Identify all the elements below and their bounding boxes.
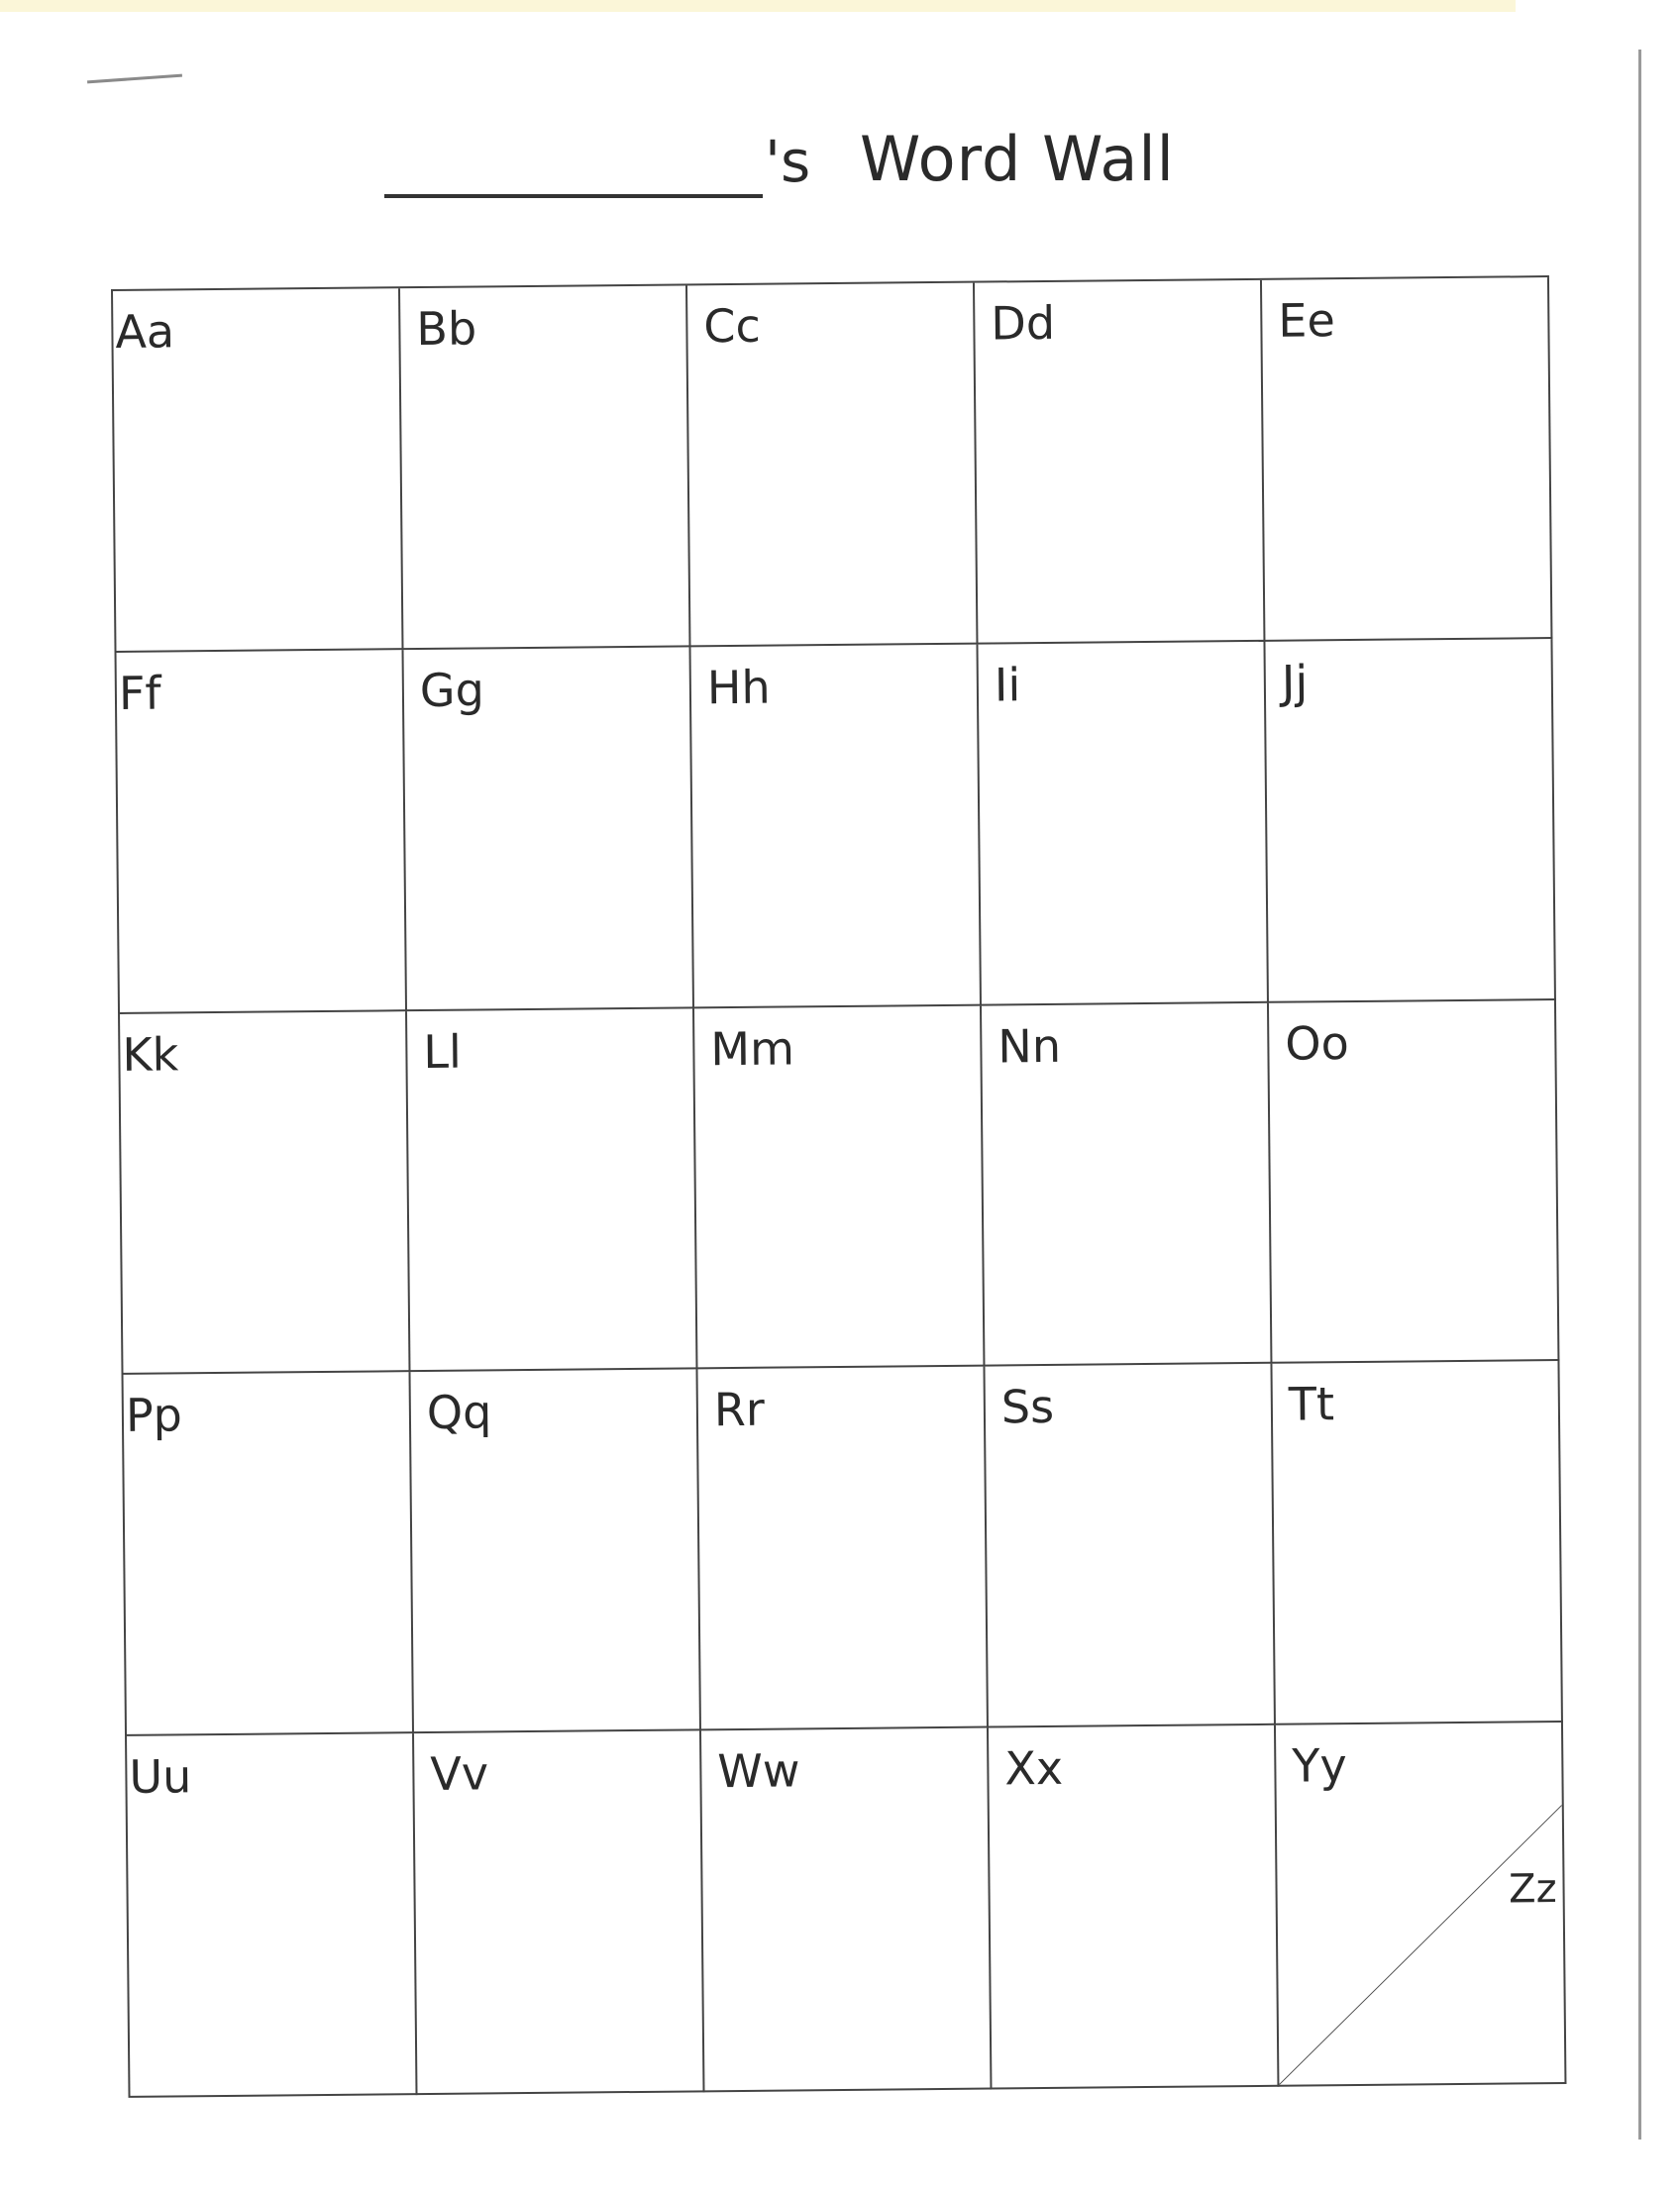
letter-cell-w (701, 1728, 992, 2093)
page-title: Word Wall (860, 123, 1175, 195)
letter-label: Ss (1000, 1380, 1055, 1434)
letter-label: Qq (426, 1385, 492, 1440)
letter-label: Ww (717, 1743, 800, 1799)
possessive-suffix: 's (765, 128, 811, 195)
letter-cell-r (697, 1367, 988, 1731)
letter-label: Uu (129, 1749, 192, 1805)
letter-cell-v (414, 1731, 704, 2096)
name-blank-line (384, 194, 763, 198)
letter-label: Aa (115, 304, 175, 359)
letter-label: Xx (1004, 1741, 1064, 1796)
stray-pencil-mark (87, 74, 182, 84)
letter-label: Bb (416, 301, 477, 357)
word-wall-grid-wrapper (111, 275, 1566, 2098)
letter-label-z: Zz (1508, 1866, 1557, 1913)
letter-label: Hh (706, 660, 771, 715)
letter-label: Ff (118, 666, 161, 720)
scan-paper-edge-top (0, 0, 1516, 12)
letter-label: Yy (1292, 1738, 1347, 1793)
letter-cell-g (404, 647, 694, 1011)
letter-cell-s (985, 1364, 1275, 1728)
word-wall-grid (111, 275, 1566, 2098)
letter-cell-f (117, 650, 407, 1014)
letter-label: Vv (430, 1746, 489, 1802)
letter-cell-i (978, 642, 1268, 1006)
scan-paper-edge-right (1638, 50, 1641, 2140)
letter-label: Rr (713, 1383, 766, 1437)
letter-cell-x (989, 1725, 1279, 2090)
letter-cell-y-z (1276, 1722, 1566, 2087)
letter-cell-q (411, 1370, 701, 1734)
letter-label: Oo (1285, 1015, 1349, 1071)
worksheet-header (0, 119, 1680, 218)
letter-cell-h (690, 644, 981, 1008)
letter-label: Gg (419, 663, 485, 717)
letter-label: Kk (122, 1026, 179, 1082)
letter-label: Tt (1288, 1377, 1335, 1432)
letter-cell-j (1265, 639, 1555, 1003)
letter-cell-t (1272, 1361, 1562, 1725)
letter-cell-d (975, 280, 1265, 645)
letter-cell-e (1262, 277, 1552, 642)
letter-cell-o (1269, 1000, 1559, 1365)
letter-cell-m (694, 1005, 985, 1370)
letter-label: Ll (423, 1024, 463, 1079)
letter-label: Ee (1278, 293, 1335, 348)
letter-cell-l (407, 1008, 697, 1373)
letter-label: Cc (703, 298, 762, 354)
letter-label: Pp (125, 1388, 183, 1443)
letter-label: Nn (998, 1018, 1062, 1074)
letter-cell-a (113, 288, 403, 653)
letter-label: Dd (991, 295, 1056, 351)
letter-cell-p (124, 1373, 414, 1737)
letter-cell-n (982, 1002, 1272, 1367)
letter-label: Jj (1281, 655, 1309, 709)
letter-cell-k (120, 1011, 410, 1376)
letter-cell-b (400, 285, 690, 650)
letter-label: Ii (994, 658, 1021, 712)
letter-label: Mm (710, 1021, 795, 1076)
letter-cell-u (127, 1733, 417, 2098)
letter-cell-c (687, 283, 978, 648)
